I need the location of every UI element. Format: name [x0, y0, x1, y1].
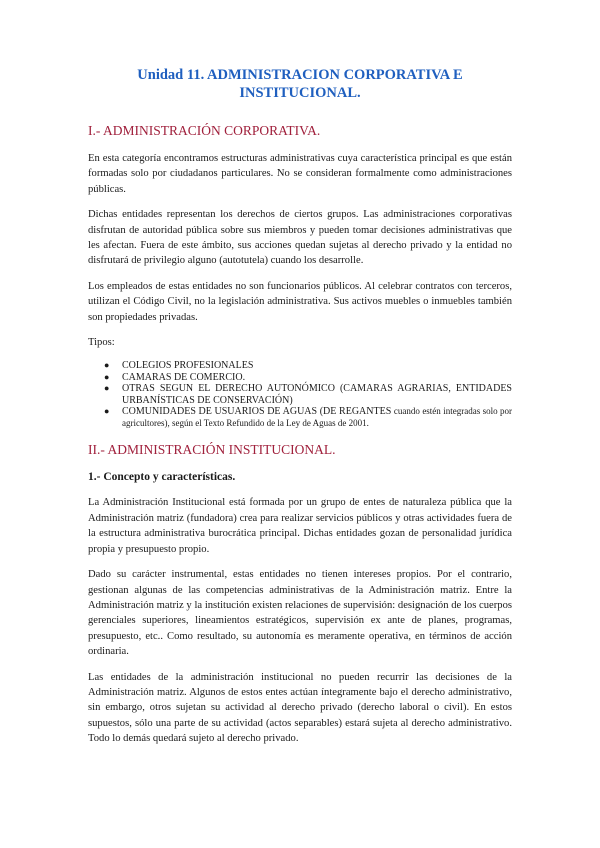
list-item-text: COMUNIDADES DE USUARIOS DE AGUAS (DE REGANTES: [122, 406, 394, 418]
bullet-icon: ●: [104, 383, 110, 394]
bullet-icon: ●: [104, 371, 110, 382]
list-item: [104, 383, 512, 406]
list-item: [104, 372, 512, 384]
section-2-heading: II.- ADMINISTRACIÓN INSTITUCIONAL.: [88, 442, 336, 458]
list-item-text: OTRAS SEGUN EL DERECHO AUTONÓMICO (CAMARAS AGRARIAS, ENTIDADES URBANÍSTICAS DE CONSERVACIÓN): [122, 383, 512, 406]
section-1-paragraph: Dichas entidades representan los derechos de ciertos grupos. Las administraciones corporativas disfrutan de autoridad pública sobre sus miembros y pueden tomar decisiones administrativas que les afectan. Fuera de este ámbito, sus acciones quedan sujetas al derecho privado y la entidad no disfrutará de privilegio alguno (autotutela) cuando los desarrolle.: [88, 209, 512, 267]
list-item: [104, 360, 512, 372]
document-title: Unidad 11. ADMINISTRACION CORPORATIVA E INSTITUCIONAL.: [137, 67, 463, 101]
list-item-text: CAMARAS DE COMERCIO.: [122, 371, 246, 383]
list-item-note: cuando estén integradas solo por agricultores), según el Texto Refundido de la Ley de Aguas de 2001.: [122, 406, 513, 428]
tipos-label: Tipos:: [88, 337, 115, 349]
section-2-paragraph: La Administración Institucional está formada por un grupo de entes de naturaleza pública que la Administración matriz (fundadora) crea para realizar servicios públicos y otras actividades fuera de la estructura administrativa burocrática principal. Dichas entidades gozan de personalidad jurídica propia y presupuesto propio.: [88, 497, 512, 555]
section-2-subheading: 1.- Concepto y características.: [88, 471, 236, 484]
section-1-paragraph: Los empleados de estas entidades no son funcionarios públicos. Al celebrar contratos con terceros, utilizan el Código Civil, no la legislación administrativa. Sus activos muebles o inmuebles también son propiedades privadas.: [88, 280, 512, 323]
section-2-paragraph: Las entidades de la administración institucional no pueden recurrir las decisiones de la Administración matriz. Algunos de estos entes actúan íntegramente bajo el derecho administrativo, sin embargo, otros sujetan su actividad al derecho privado (derecho laboral o civil). En estos supuestos, sólo una parte de su actividad (actos separables) estará sujeta al derecho administrativo. Todo lo demás quedará sujeto al derecho privado.: [88, 671, 512, 745]
tipos-list: [88, 360, 512, 429]
bullet-icon: ●: [104, 406, 110, 417]
bullet-icon: ●: [104, 360, 110, 371]
list-item: [104, 406, 512, 429]
section-1-paragraph: En esta categoría encontramos estructuras administrativas cuya característica principal es que están formadas solo por ciudadanos particulares. No se consideran formalmente como administraciones públicas.: [88, 153, 512, 195]
section-1-heading: I.- ADMINISTRACIÓN CORPORATIVA.: [88, 123, 321, 138]
list-item-text: COLEGIOS PROFESIONALES: [122, 360, 254, 372]
section-2-paragraph: Dado su carácter instrumental, estas entidades no tienen intereses propios. Por el contrario, gestionan algunas de las competencias administrativas de la Administración matriz. Entre la Administración matriz y la institución existen relaciones de supervisión: designación de los cuerpos gerenciales superiores, lineamientos estratégicos, supervisión ex ante de planes, programas, presupuesto, etc.. Como resultado, su autonomía es meramente operativa, en términos de acción ordinaria.: [88, 569, 512, 658]
